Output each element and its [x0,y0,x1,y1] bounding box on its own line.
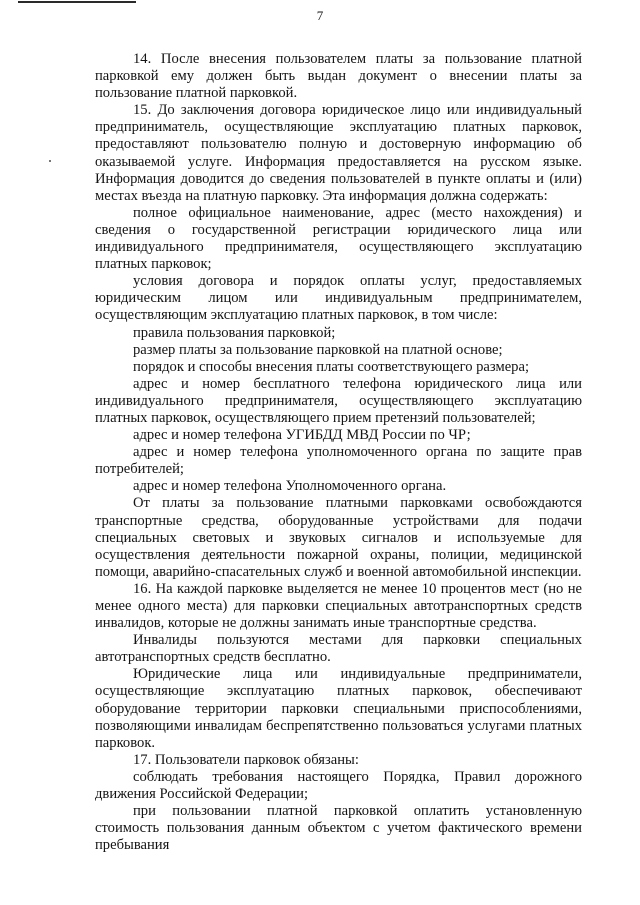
paragraph-equipment: Юридические лица или индивидуальные предприниматели, осуществляющие эксплуатацию платных парковок, обеспечивают оборудование территории парковки специальными приспособлениями, позволяющими инвалидам беспрепятственно пользоваться услугами платных парковок. [95,666,582,751]
paragraph-item: полное официальное наименование, адрес (место нахождения) и сведения о государственной регистрации юридического лица или индивидуального предпринимателя, осуществляющего эксплуатацию платных парковок; [95,204,582,273]
body-text [95,51,582,854]
paragraph-item: адрес и номер бесплатного телефона юридического лица или индивидуального предпринимателя, осуществляющего эксплуатацию платных парковок, осуществляющего прием претензий пользователей; [95,375,582,426]
paragraph-item: адрес и номер телефона Уполномоченного органа. [133,478,447,495]
paragraph-item: правила пользования парковкой; [133,324,336,341]
paragraph-item: порядок и способы внесения платы соответствующего размера; [133,358,530,375]
paragraph-item: условия договора и порядок оплаты услуг, предоставляемых юридическим лицом или индивидуальным предпринимателем, осуществляющим эксплуатацию платных парковок, в том числе: [95,273,582,324]
page-number: 7 [316,8,324,23]
scan-mark [49,160,51,162]
paragraph-item: соблюдать требования настоящего Порядка, Правил дорожного движения Российской Федерации; [95,768,582,803]
paragraph-item: при пользовании платной парковкой оплатить установленную стоимость пользования данным объектом с учетом фактического времени пребывания [95,803,582,854]
paragraph-item: адрес и номер телефона уполномоченного органа по защите прав потребителей; [95,444,582,478]
paragraph-exemption: От платы за пользование платными парковками освобождаются транспортные средства, оборудованные устройствами для подачи специальных световых и звуковых сигналов и используемые для осуществления деятельности пожарной охраны, полиции, медицинской помощи, аварийно-спасательных служб и военной автомобильной инспекции. [95,495,582,580]
paragraph-item: адрес и номер телефона УГИБДД МВД России по ЧР; [133,427,471,444]
paragraph-16: 16. На каждой парковке выделяется не менее 10 процентов мест (но не менее одного места) для парковки специальных автотранспортных средств инвалидов, которые не должны занимать иные транспортные средства. [95,580,582,632]
paragraph-14: 14. После внесения пользователем платы за пользование платной парковкой ему должен быть выдан документ о внесении платы за пользование платной парковкой. [95,51,582,102]
paragraph-17: 17. Пользователи парковок обязаны: [133,751,359,768]
top-rule [18,1,136,3]
paragraph-15: 15. До заключения договора юридическое лицо или индивидуальный предприниматель, осуществляющие эксплуатацию платных парковок, предоставляют пользователю полную и достоверную информацию об оказываемой услуге. Информация предоставляется на русском языке. Информация доводится до сведения пользователей в пункте оплаты и (или) местах въезда на платную парковку. Эта информация должна содержать: [95,102,582,204]
paragraph-item: размер платы за пользование парковкой на платной основе; [133,341,503,358]
paragraph-disabled-free: Инвалиды пользуются местами для парковки специальных автотранспортных средств бесплатно. [95,632,582,666]
